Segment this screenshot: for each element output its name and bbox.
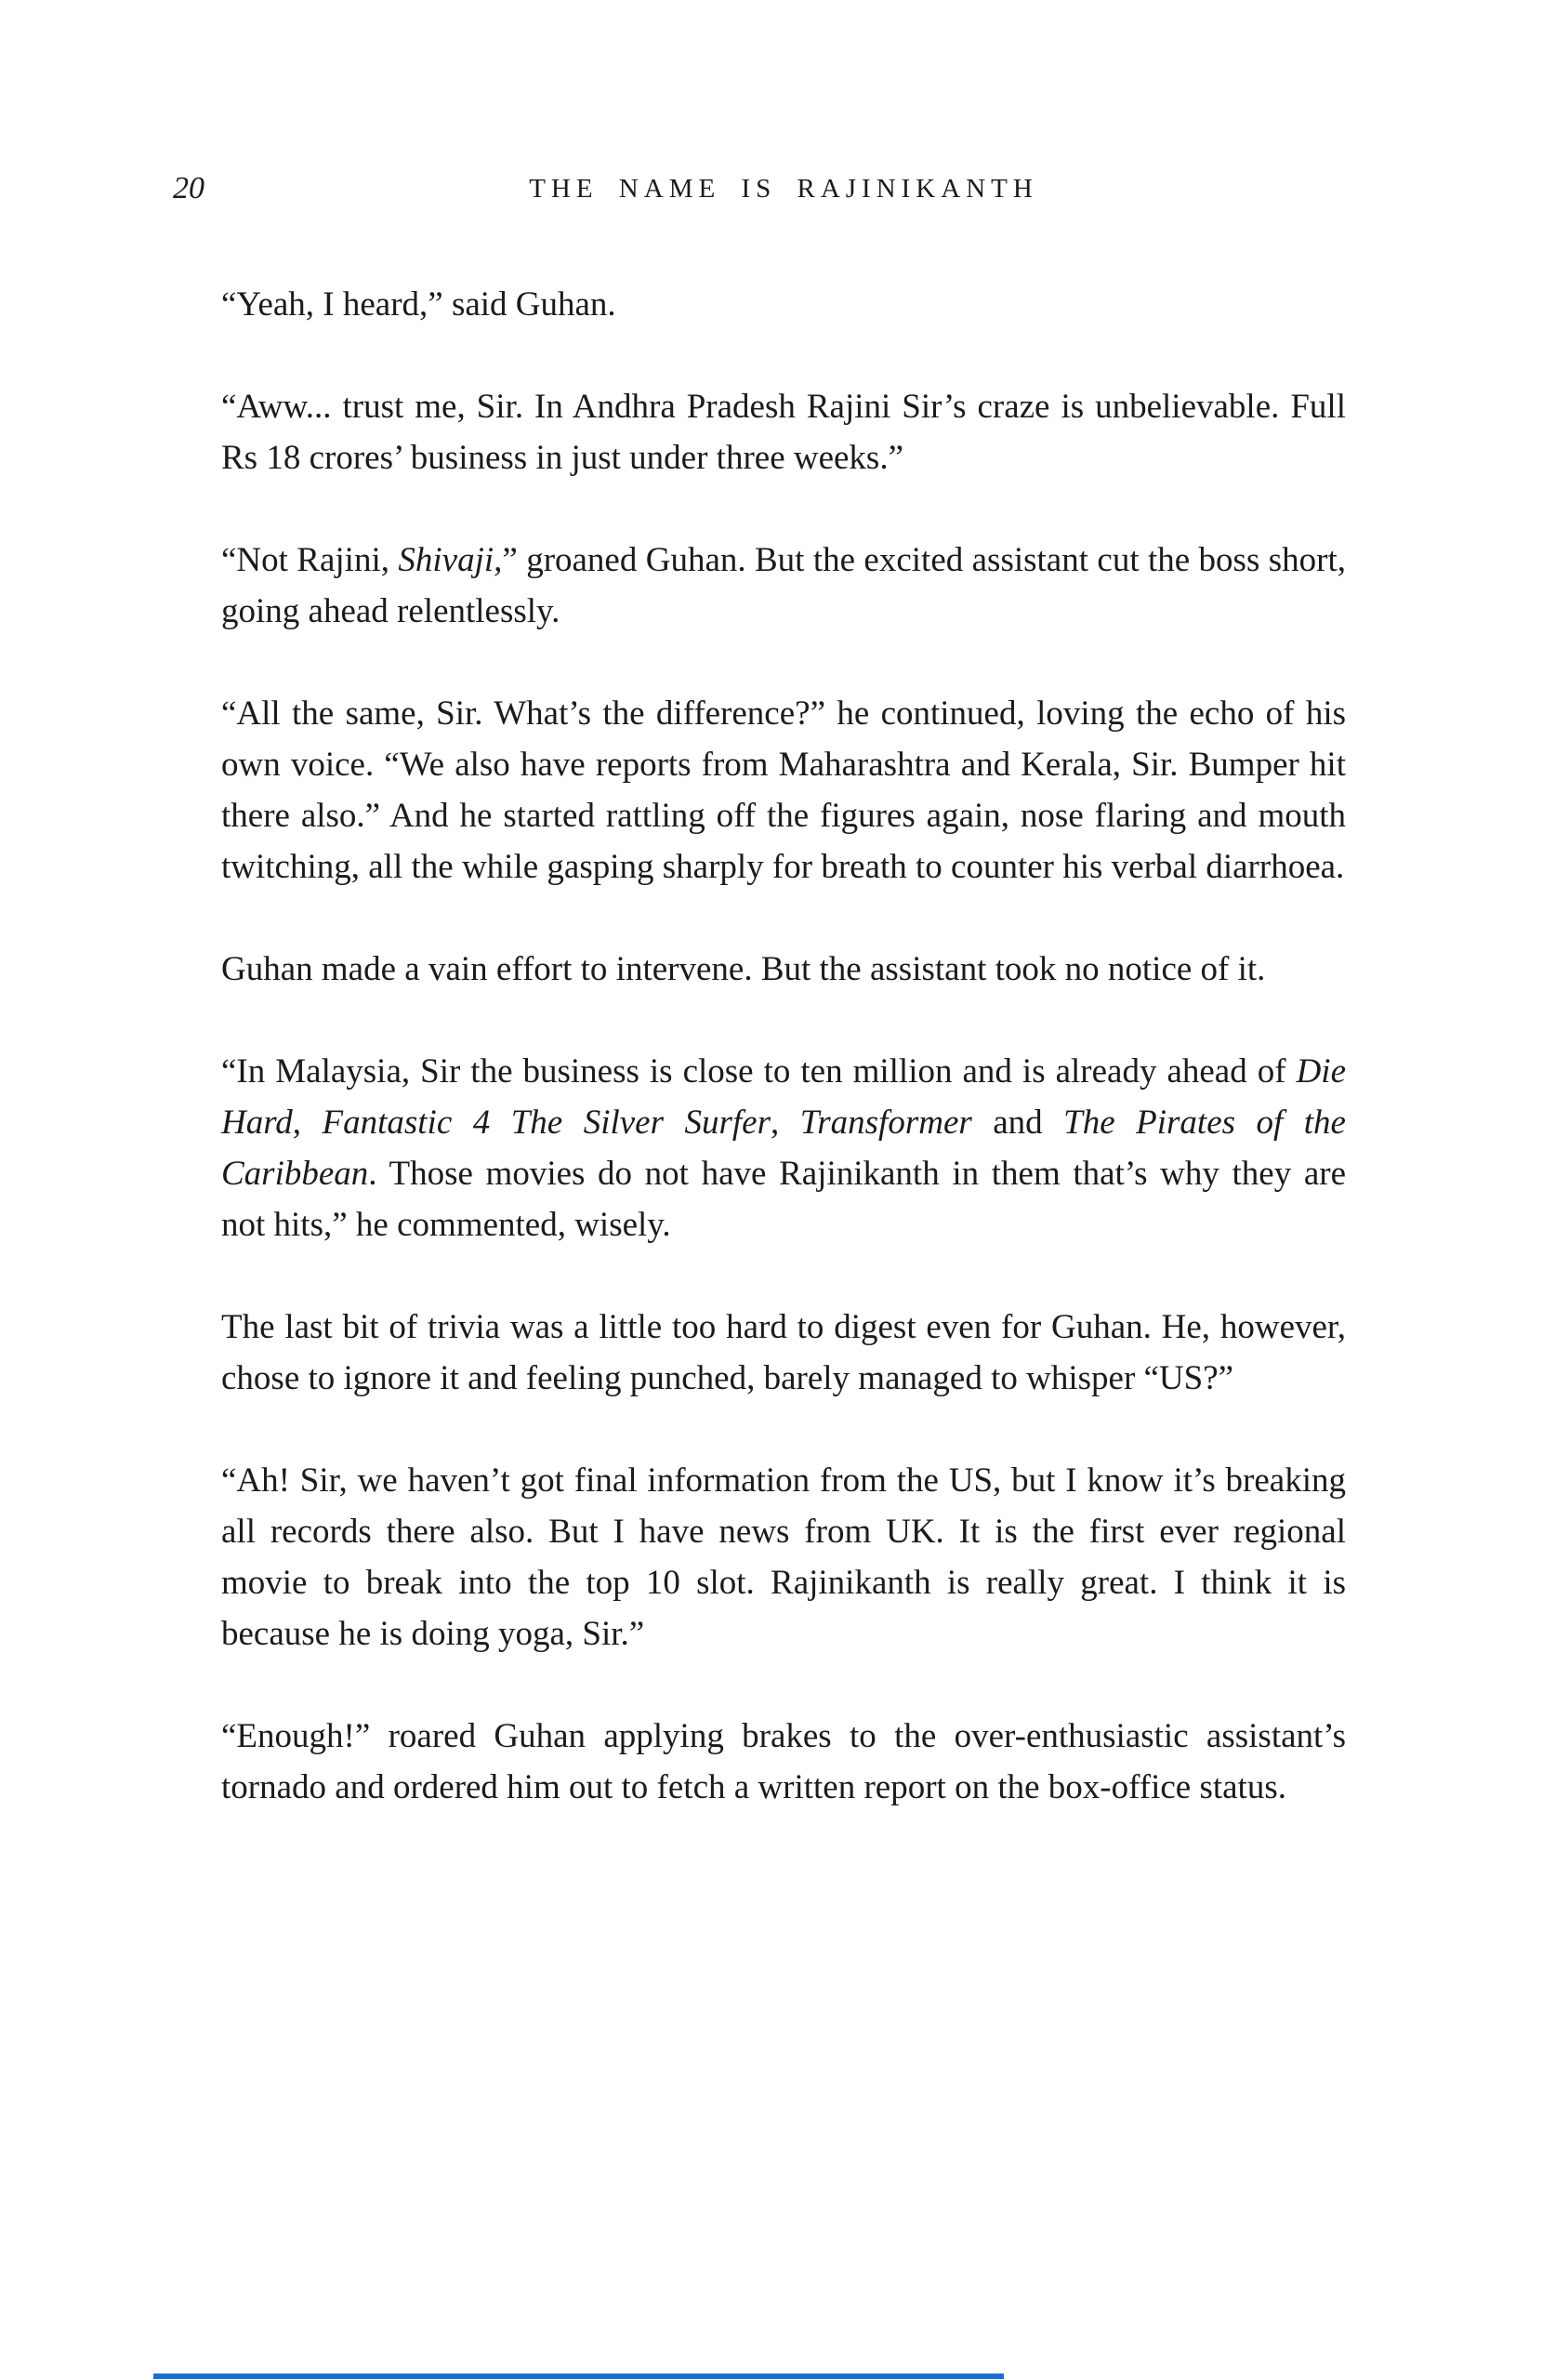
page-number: 20: [173, 171, 204, 205]
paragraph: [221, 1302, 1346, 1404]
text-segment: “Yeah, I heard,” said Guhan.: [221, 285, 616, 324]
page-body: [221, 279, 1346, 1813]
running-title: THE NAME IS RAJINIKANTH: [529, 174, 1038, 204]
text-segment: ,: [770, 1104, 800, 1142]
page-header: [173, 169, 1346, 208]
text-segment: The last bit of trivia was a little too hard to digest even for Guhan. He, however, chose to ignore it and feeling punched, barely managed to whisper “US?”: [221, 1308, 1346, 1397]
text-segment: “Ah! Sir, we haven’t got final information from the US, but I know it’s breaking all records there also. But I have news from UK. It is the first ever regional movie to break into the top 10 slot. Rajinikanth is really great. I think it is because he is doing yoga, Sir.”: [221, 1461, 1346, 1653]
text-segment: Guhan made a vain effort to intervene. But the assistant took no notice of it.: [221, 950, 1266, 988]
italic-text-segment: The Pirates of the Caribbean: [221, 1104, 1346, 1193]
italic-text-segment: Die Hard: [221, 1052, 1346, 1142]
paragraph: [221, 535, 1346, 637]
paragraph: [221, 944, 1346, 995]
italic-text-segment: Transformer: [799, 1104, 972, 1142]
text-segment: ,: [292, 1104, 323, 1142]
paragraph: [221, 688, 1346, 892]
text-segment: “In Malaysia, Sir the business is close to ten million and is already ahead of: [221, 1052, 1297, 1091]
paragraph: [221, 1711, 1346, 1813]
text-segment: ” groaned Guhan. But the excited assistant cut the boss short, going ahead relentlessly.: [221, 541, 1346, 630]
text-segment: “All the same, Sir. What’s the difference?” he continued, loving the echo of his own voice. “We also have reports from Maharashtra and Kerala, Sir. Bumper hit there also.” And he started rattling off the figures again, nose flaring and mouth twitching, all the while gasping sharply for breath to counter his verbal diarrhoea.: [221, 694, 1346, 886]
text-column: [173, 169, 1346, 1813]
paragraph: [221, 279, 1346, 330]
text-segment: “Enough!” roared Guhan applying brakes to the over-enthusiastic assistant’s tornado and ordered him out to fetch a written report on the box-office status.: [221, 1717, 1346, 1806]
italic-text-segment: Shivaji,: [398, 541, 503, 579]
text-segment: . Those movies do not have Rajinikanth in them that’s why they are not hits,” he commented, wisely.: [221, 1155, 1346, 1244]
paragraph: [221, 381, 1346, 483]
scan-artifact-line: [153, 2373, 1004, 2379]
text-segment: “Not Rajini,: [221, 541, 399, 579]
paragraph: [221, 1046, 1346, 1250]
text-segment: “Aww... trust me, Sir. In Andhra Pradesh Rajini Sir’s craze is unbelievable. Full Rs 18 crores’ business in just under three weeks.”: [221, 388, 1346, 477]
text-segment: and: [971, 1104, 1064, 1142]
italic-text-segment: Fantastic 4 The Silver Surfer: [322, 1104, 771, 1142]
paragraph: [221, 1455, 1346, 1659]
